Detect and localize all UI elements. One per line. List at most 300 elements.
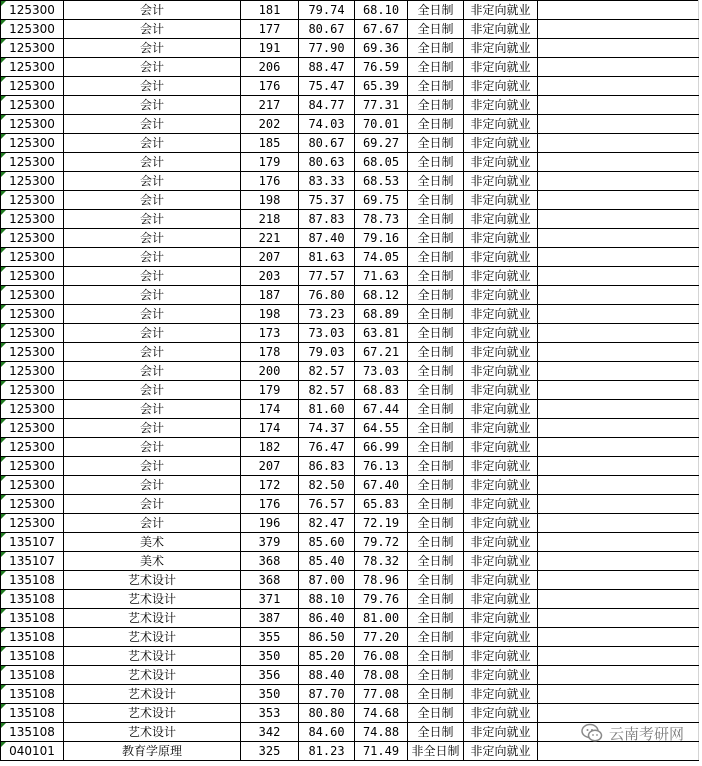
retest-score-cell[interactable]: 77.90: [299, 39, 355, 58]
employment-type-cell[interactable]: 非定向就业: [464, 419, 538, 438]
retest-score-cell[interactable]: 76.47: [299, 438, 355, 457]
major-name-cell[interactable]: 艺术设计: [64, 685, 241, 704]
total-score-cell[interactable]: 68.12: [355, 286, 408, 305]
retest-score-cell[interactable]: 87.83: [299, 210, 355, 229]
retest-score-cell[interactable]: 80.67: [299, 134, 355, 153]
employment-type-cell[interactable]: 非定向就业: [464, 514, 538, 533]
total-score-cell[interactable]: 81.00: [355, 609, 408, 628]
major-code-cell[interactable]: 135107: [1, 533, 64, 552]
initial-score-cell[interactable]: 217: [241, 96, 299, 115]
total-score-cell[interactable]: 71.63: [355, 267, 408, 286]
total-score-cell[interactable]: 65.83: [355, 495, 408, 514]
study-mode-cell[interactable]: 全日制: [408, 153, 464, 172]
retest-score-cell[interactable]: 74.03: [299, 115, 355, 134]
initial-score-cell[interactable]: 179: [241, 153, 299, 172]
study-mode-cell[interactable]: 全日制: [408, 96, 464, 115]
retest-score-cell[interactable]: 82.57: [299, 381, 355, 400]
major-code-cell[interactable]: 125300: [1, 96, 64, 115]
total-score-cell[interactable]: 77.31: [355, 96, 408, 115]
employment-type-cell[interactable]: 非定向就业: [464, 191, 538, 210]
employment-type-cell[interactable]: 非定向就业: [464, 1, 538, 20]
retest-score-cell[interactable]: 87.40: [299, 229, 355, 248]
total-score-cell[interactable]: 74.05: [355, 248, 408, 267]
study-mode-cell[interactable]: 全日制: [408, 647, 464, 666]
major-name-cell[interactable]: 会计: [64, 115, 241, 134]
empty-cell[interactable]: [538, 229, 699, 248]
major-code-cell[interactable]: 135108: [1, 590, 64, 609]
major-code-cell[interactable]: 135108: [1, 685, 64, 704]
initial-score-cell[interactable]: 173: [241, 324, 299, 343]
initial-score-cell[interactable]: 218: [241, 210, 299, 229]
empty-cell[interactable]: [538, 533, 699, 552]
study-mode-cell[interactable]: 全日制: [408, 438, 464, 457]
total-score-cell[interactable]: 68.89: [355, 305, 408, 324]
initial-score-cell[interactable]: 350: [241, 647, 299, 666]
retest-score-cell[interactable]: 85.60: [299, 533, 355, 552]
initial-score-cell[interactable]: 387: [241, 609, 299, 628]
retest-score-cell[interactable]: 73.03: [299, 324, 355, 343]
major-code-cell[interactable]: 125300: [1, 343, 64, 362]
total-score-cell[interactable]: 74.68: [355, 704, 408, 723]
retest-score-cell[interactable]: 85.40: [299, 552, 355, 571]
employment-type-cell[interactable]: 非定向就业: [464, 248, 538, 267]
empty-cell[interactable]: [538, 286, 699, 305]
major-code-cell[interactable]: 125300: [1, 77, 64, 96]
empty-cell[interactable]: [538, 514, 699, 533]
major-name-cell[interactable]: 会计: [64, 229, 241, 248]
major-name-cell[interactable]: 会计: [64, 1, 241, 20]
empty-cell[interactable]: [538, 20, 699, 39]
study-mode-cell[interactable]: 全日制: [408, 20, 464, 39]
empty-cell[interactable]: [538, 552, 699, 571]
major-code-cell[interactable]: 125300: [1, 495, 64, 514]
major-code-cell[interactable]: 125300: [1, 191, 64, 210]
study-mode-cell[interactable]: 全日制: [408, 267, 464, 286]
retest-score-cell[interactable]: 85.20: [299, 647, 355, 666]
study-mode-cell[interactable]: 全日制: [408, 723, 464, 742]
total-score-cell[interactable]: 68.53: [355, 172, 408, 191]
initial-score-cell[interactable]: 198: [241, 191, 299, 210]
study-mode-cell[interactable]: 全日制: [408, 685, 464, 704]
initial-score-cell[interactable]: 174: [241, 419, 299, 438]
major-code-cell[interactable]: 125300: [1, 1, 64, 20]
major-name-cell[interactable]: 会计: [64, 438, 241, 457]
major-code-cell[interactable]: 125300: [1, 400, 64, 419]
retest-score-cell[interactable]: 81.63: [299, 248, 355, 267]
empty-cell[interactable]: [538, 305, 699, 324]
empty-cell[interactable]: [538, 628, 699, 647]
employment-type-cell[interactable]: 非定向就业: [464, 495, 538, 514]
major-code-cell[interactable]: 125300: [1, 305, 64, 324]
major-code-cell[interactable]: 125300: [1, 20, 64, 39]
total-score-cell[interactable]: 79.72: [355, 533, 408, 552]
initial-score-cell[interactable]: 356: [241, 666, 299, 685]
major-name-cell[interactable]: 会计: [64, 77, 241, 96]
major-code-cell[interactable]: 135108: [1, 666, 64, 685]
empty-cell[interactable]: [538, 343, 699, 362]
empty-cell[interactable]: [538, 609, 699, 628]
employment-type-cell[interactable]: 非定向就业: [464, 362, 538, 381]
retest-score-cell[interactable]: 86.83: [299, 457, 355, 476]
total-score-cell[interactable]: 69.27: [355, 134, 408, 153]
major-name-cell[interactable]: 会计: [64, 210, 241, 229]
empty-cell[interactable]: [538, 590, 699, 609]
empty-cell[interactable]: [538, 400, 699, 419]
major-code-cell[interactable]: 125300: [1, 476, 64, 495]
employment-type-cell[interactable]: 非定向就业: [464, 552, 538, 571]
study-mode-cell[interactable]: 全日制: [408, 362, 464, 381]
total-score-cell[interactable]: 73.03: [355, 362, 408, 381]
major-code-cell[interactable]: 125300: [1, 58, 64, 77]
initial-score-cell[interactable]: 185: [241, 134, 299, 153]
total-score-cell[interactable]: 78.32: [355, 552, 408, 571]
major-name-cell[interactable]: 会计: [64, 96, 241, 115]
major-code-cell[interactable]: 135108: [1, 571, 64, 590]
major-name-cell[interactable]: 会计: [64, 267, 241, 286]
initial-score-cell[interactable]: 206: [241, 58, 299, 77]
retest-score-cell[interactable]: 87.00: [299, 571, 355, 590]
employment-type-cell[interactable]: 非定向就业: [464, 628, 538, 647]
major-name-cell[interactable]: 美术: [64, 533, 241, 552]
major-name-cell[interactable]: 会计: [64, 58, 241, 77]
employment-type-cell[interactable]: 非定向就业: [464, 400, 538, 419]
major-code-cell[interactable]: 135108: [1, 647, 64, 666]
total-score-cell[interactable]: 67.40: [355, 476, 408, 495]
empty-cell[interactable]: [538, 191, 699, 210]
initial-score-cell[interactable]: 353: [241, 704, 299, 723]
major-name-cell[interactable]: 教育学原理: [64, 742, 241, 761]
major-name-cell[interactable]: 会计: [64, 457, 241, 476]
study-mode-cell[interactable]: 全日制: [408, 134, 464, 153]
major-name-cell[interactable]: 会计: [64, 172, 241, 191]
employment-type-cell[interactable]: 非定向就业: [464, 476, 538, 495]
major-name-cell[interactable]: 会计: [64, 495, 241, 514]
initial-score-cell[interactable]: 203: [241, 267, 299, 286]
major-name-cell[interactable]: 会计: [64, 286, 241, 305]
retest-score-cell[interactable]: 88.10: [299, 590, 355, 609]
empty-cell[interactable]: [538, 438, 699, 457]
empty-cell[interactable]: [538, 134, 699, 153]
total-score-cell[interactable]: 70.01: [355, 115, 408, 134]
major-name-cell[interactable]: 会计: [64, 381, 241, 400]
retest-score-cell[interactable]: 73.23: [299, 305, 355, 324]
initial-score-cell[interactable]: 198: [241, 305, 299, 324]
total-score-cell[interactable]: 76.59: [355, 58, 408, 77]
major-name-cell[interactable]: 艺术设计: [64, 571, 241, 590]
total-score-cell[interactable]: 79.76: [355, 590, 408, 609]
major-name-cell[interactable]: 会计: [64, 153, 241, 172]
empty-cell[interactable]: [538, 419, 699, 438]
total-score-cell[interactable]: 68.10: [355, 1, 408, 20]
study-mode-cell[interactable]: 全日制: [408, 115, 464, 134]
initial-score-cell[interactable]: 221: [241, 229, 299, 248]
employment-type-cell[interactable]: 非定向就业: [464, 666, 538, 685]
major-code-cell[interactable]: 135108: [1, 628, 64, 647]
major-code-cell[interactable]: 040101: [1, 742, 64, 761]
major-name-cell[interactable]: 会计: [64, 191, 241, 210]
study-mode-cell[interactable]: 全日制: [408, 628, 464, 647]
retest-score-cell[interactable]: 82.57: [299, 362, 355, 381]
total-score-cell[interactable]: 68.83: [355, 381, 408, 400]
empty-cell[interactable]: [538, 39, 699, 58]
study-mode-cell[interactable]: 全日制: [408, 666, 464, 685]
total-score-cell[interactable]: 77.08: [355, 685, 408, 704]
study-mode-cell[interactable]: 全日制: [408, 248, 464, 267]
retest-score-cell[interactable]: 80.80: [299, 704, 355, 723]
employment-type-cell[interactable]: 非定向就业: [464, 96, 538, 115]
employment-type-cell[interactable]: 非定向就业: [464, 457, 538, 476]
retest-score-cell[interactable]: 81.23: [299, 742, 355, 761]
employment-type-cell[interactable]: 非定向就业: [464, 343, 538, 362]
initial-score-cell[interactable]: 342: [241, 723, 299, 742]
major-code-cell[interactable]: 125300: [1, 229, 64, 248]
empty-cell[interactable]: [538, 172, 699, 191]
major-name-cell[interactable]: 艺术设计: [64, 723, 241, 742]
major-code-cell[interactable]: 125300: [1, 172, 64, 191]
empty-cell[interactable]: [538, 571, 699, 590]
total-score-cell[interactable]: 64.55: [355, 419, 408, 438]
study-mode-cell[interactable]: 全日制: [408, 77, 464, 96]
employment-type-cell[interactable]: 非定向就业: [464, 153, 538, 172]
initial-score-cell[interactable]: 176: [241, 77, 299, 96]
major-code-cell[interactable]: 135108: [1, 609, 64, 628]
study-mode-cell[interactable]: 全日制: [408, 39, 464, 58]
study-mode-cell[interactable]: 全日制: [408, 191, 464, 210]
empty-cell[interactable]: [538, 77, 699, 96]
total-score-cell[interactable]: 77.20: [355, 628, 408, 647]
study-mode-cell[interactable]: 全日制: [408, 609, 464, 628]
empty-cell[interactable]: [538, 58, 699, 77]
retest-score-cell[interactable]: 82.47: [299, 514, 355, 533]
major-name-cell[interactable]: 艺术设计: [64, 590, 241, 609]
study-mode-cell[interactable]: 全日制: [408, 381, 464, 400]
empty-cell[interactable]: [538, 115, 699, 134]
total-score-cell[interactable]: 63.81: [355, 324, 408, 343]
major-name-cell[interactable]: 会计: [64, 39, 241, 58]
retest-score-cell[interactable]: 79.74: [299, 1, 355, 20]
initial-score-cell[interactable]: 176: [241, 495, 299, 514]
retest-score-cell[interactable]: 76.57: [299, 495, 355, 514]
study-mode-cell[interactable]: 全日制: [408, 704, 464, 723]
study-mode-cell[interactable]: 全日制: [408, 476, 464, 495]
major-name-cell[interactable]: 会计: [64, 514, 241, 533]
major-code-cell[interactable]: 125300: [1, 134, 64, 153]
total-score-cell[interactable]: 76.08: [355, 647, 408, 666]
total-score-cell[interactable]: 68.05: [355, 153, 408, 172]
retest-score-cell[interactable]: 76.80: [299, 286, 355, 305]
major-name-cell[interactable]: 会计: [64, 362, 241, 381]
major-code-cell[interactable]: 135108: [1, 723, 64, 742]
study-mode-cell[interactable]: 全日制: [408, 324, 464, 343]
employment-type-cell[interactable]: 非定向就业: [464, 723, 538, 742]
employment-type-cell[interactable]: 非定向就业: [464, 77, 538, 96]
major-code-cell[interactable]: 125300: [1, 324, 64, 343]
study-mode-cell[interactable]: 全日制: [408, 552, 464, 571]
major-code-cell[interactable]: 125300: [1, 514, 64, 533]
major-name-cell[interactable]: 会计: [64, 305, 241, 324]
retest-score-cell[interactable]: 87.70: [299, 685, 355, 704]
total-score-cell[interactable]: 72.19: [355, 514, 408, 533]
initial-score-cell[interactable]: 177: [241, 20, 299, 39]
retest-score-cell[interactable]: 84.77: [299, 96, 355, 115]
major-code-cell[interactable]: 125300: [1, 362, 64, 381]
total-score-cell[interactable]: 69.36: [355, 39, 408, 58]
major-name-cell[interactable]: 会计: [64, 419, 241, 438]
empty-cell[interactable]: [538, 210, 699, 229]
empty-cell[interactable]: [538, 476, 699, 495]
major-code-cell[interactable]: 125300: [1, 457, 64, 476]
retest-score-cell[interactable]: 74.37: [299, 419, 355, 438]
initial-score-cell[interactable]: 368: [241, 571, 299, 590]
major-name-cell[interactable]: 会计: [64, 248, 241, 267]
initial-score-cell[interactable]: 187: [241, 286, 299, 305]
employment-type-cell[interactable]: 非定向就业: [464, 438, 538, 457]
empty-cell[interactable]: [538, 647, 699, 666]
retest-score-cell[interactable]: 79.03: [299, 343, 355, 362]
employment-type-cell[interactable]: 非定向就业: [464, 571, 538, 590]
empty-cell[interactable]: [538, 685, 699, 704]
initial-score-cell[interactable]: 182: [241, 438, 299, 457]
employment-type-cell[interactable]: 非定向就业: [464, 590, 538, 609]
initial-score-cell[interactable]: 191: [241, 39, 299, 58]
study-mode-cell[interactable]: 全日制: [408, 495, 464, 514]
initial-score-cell[interactable]: 350: [241, 685, 299, 704]
employment-type-cell[interactable]: 非定向就业: [464, 134, 538, 153]
total-score-cell[interactable]: 74.88: [355, 723, 408, 742]
initial-score-cell[interactable]: 202: [241, 115, 299, 134]
retest-score-cell[interactable]: 80.67: [299, 20, 355, 39]
major-name-cell[interactable]: 艺术设计: [64, 704, 241, 723]
retest-score-cell[interactable]: 84.60: [299, 723, 355, 742]
study-mode-cell[interactable]: 全日制: [408, 400, 464, 419]
employment-type-cell[interactable]: 非定向就业: [464, 210, 538, 229]
major-name-cell[interactable]: 会计: [64, 343, 241, 362]
employment-type-cell[interactable]: 非定向就业: [464, 704, 538, 723]
study-mode-cell[interactable]: 全日制: [408, 305, 464, 324]
initial-score-cell[interactable]: 196: [241, 514, 299, 533]
retest-score-cell[interactable]: 88.40: [299, 666, 355, 685]
employment-type-cell[interactable]: 非定向就业: [464, 115, 538, 134]
employment-type-cell[interactable]: 非定向就业: [464, 305, 538, 324]
retest-score-cell[interactable]: 77.57: [299, 267, 355, 286]
empty-cell[interactable]: [538, 362, 699, 381]
major-code-cell[interactable]: 125300: [1, 381, 64, 400]
retest-score-cell[interactable]: 81.60: [299, 400, 355, 419]
initial-score-cell[interactable]: 179: [241, 381, 299, 400]
total-score-cell[interactable]: 67.44: [355, 400, 408, 419]
major-code-cell[interactable]: 125300: [1, 210, 64, 229]
retest-score-cell[interactable]: 75.47: [299, 77, 355, 96]
employment-type-cell[interactable]: 非定向就业: [464, 39, 538, 58]
initial-score-cell[interactable]: 181: [241, 1, 299, 20]
total-score-cell[interactable]: 71.49: [355, 742, 408, 761]
empty-cell[interactable]: [538, 96, 699, 115]
initial-score-cell[interactable]: 371: [241, 590, 299, 609]
study-mode-cell[interactable]: 全日制: [408, 514, 464, 533]
major-name-cell[interactable]: 会计: [64, 134, 241, 153]
study-mode-cell[interactable]: 全日制: [408, 229, 464, 248]
empty-cell[interactable]: [538, 1, 699, 20]
major-name-cell[interactable]: 美术: [64, 552, 241, 571]
major-name-cell[interactable]: 艺术设计: [64, 628, 241, 647]
major-code-cell[interactable]: 125300: [1, 39, 64, 58]
major-name-cell[interactable]: 艺术设计: [64, 609, 241, 628]
study-mode-cell[interactable]: 全日制: [408, 533, 464, 552]
retest-score-cell[interactable]: 88.47: [299, 58, 355, 77]
major-name-cell[interactable]: 艺术设计: [64, 647, 241, 666]
study-mode-cell[interactable]: 全日制: [408, 210, 464, 229]
employment-type-cell[interactable]: 非定向就业: [464, 381, 538, 400]
employment-type-cell[interactable]: 非定向就业: [464, 229, 538, 248]
empty-cell[interactable]: [538, 742, 699, 761]
study-mode-cell[interactable]: 全日制: [408, 571, 464, 590]
major-code-cell[interactable]: 125300: [1, 419, 64, 438]
major-code-cell[interactable]: 125300: [1, 115, 64, 134]
empty-cell[interactable]: [538, 381, 699, 400]
employment-type-cell[interactable]: 非定向就业: [464, 609, 538, 628]
major-name-cell[interactable]: 会计: [64, 476, 241, 495]
retest-score-cell[interactable]: 86.50: [299, 628, 355, 647]
total-score-cell[interactable]: 67.21: [355, 343, 408, 362]
major-code-cell[interactable]: 125300: [1, 438, 64, 457]
retest-score-cell[interactable]: 82.50: [299, 476, 355, 495]
total-score-cell[interactable]: 69.75: [355, 191, 408, 210]
study-mode-cell[interactable]: 全日制: [408, 419, 464, 438]
employment-type-cell[interactable]: 非定向就业: [464, 742, 538, 761]
major-code-cell[interactable]: 135107: [1, 552, 64, 571]
major-name-cell[interactable]: 会计: [64, 400, 241, 419]
total-score-cell[interactable]: 79.16: [355, 229, 408, 248]
major-name-cell[interactable]: 会计: [64, 324, 241, 343]
major-code-cell[interactable]: 125300: [1, 286, 64, 305]
initial-score-cell[interactable]: 174: [241, 400, 299, 419]
empty-cell[interactable]: [538, 248, 699, 267]
major-name-cell[interactable]: 会计: [64, 20, 241, 39]
employment-type-cell[interactable]: 非定向就业: [464, 324, 538, 343]
initial-score-cell[interactable]: 200: [241, 362, 299, 381]
initial-score-cell[interactable]: 325: [241, 742, 299, 761]
study-mode-cell[interactable]: 全日制: [408, 172, 464, 191]
major-code-cell[interactable]: 125300: [1, 248, 64, 267]
initial-score-cell[interactable]: 207: [241, 457, 299, 476]
empty-cell[interactable]: [538, 153, 699, 172]
study-mode-cell[interactable]: 全日制: [408, 590, 464, 609]
employment-type-cell[interactable]: 非定向就业: [464, 286, 538, 305]
empty-cell[interactable]: [538, 324, 699, 343]
empty-cell[interactable]: [538, 666, 699, 685]
major-code-cell[interactable]: 125300: [1, 267, 64, 286]
initial-score-cell[interactable]: 368: [241, 552, 299, 571]
study-mode-cell[interactable]: 全日制: [408, 58, 464, 77]
empty-cell[interactable]: [538, 267, 699, 286]
study-mode-cell[interactable]: 全日制: [408, 286, 464, 305]
employment-type-cell[interactable]: 非定向就业: [464, 647, 538, 666]
initial-score-cell[interactable]: 379: [241, 533, 299, 552]
empty-cell[interactable]: [538, 495, 699, 514]
major-code-cell[interactable]: 135108: [1, 704, 64, 723]
initial-score-cell[interactable]: 355: [241, 628, 299, 647]
employment-type-cell[interactable]: 非定向就业: [464, 267, 538, 286]
empty-cell[interactable]: [538, 704, 699, 723]
total-score-cell[interactable]: 67.67: [355, 20, 408, 39]
retest-score-cell[interactable]: 80.63: [299, 153, 355, 172]
total-score-cell[interactable]: 78.08: [355, 666, 408, 685]
initial-score-cell[interactable]: 176: [241, 172, 299, 191]
retest-score-cell[interactable]: 83.33: [299, 172, 355, 191]
employment-type-cell[interactable]: 非定向就业: [464, 685, 538, 704]
total-score-cell[interactable]: 76.13: [355, 457, 408, 476]
employment-type-cell[interactable]: 非定向就业: [464, 20, 538, 39]
